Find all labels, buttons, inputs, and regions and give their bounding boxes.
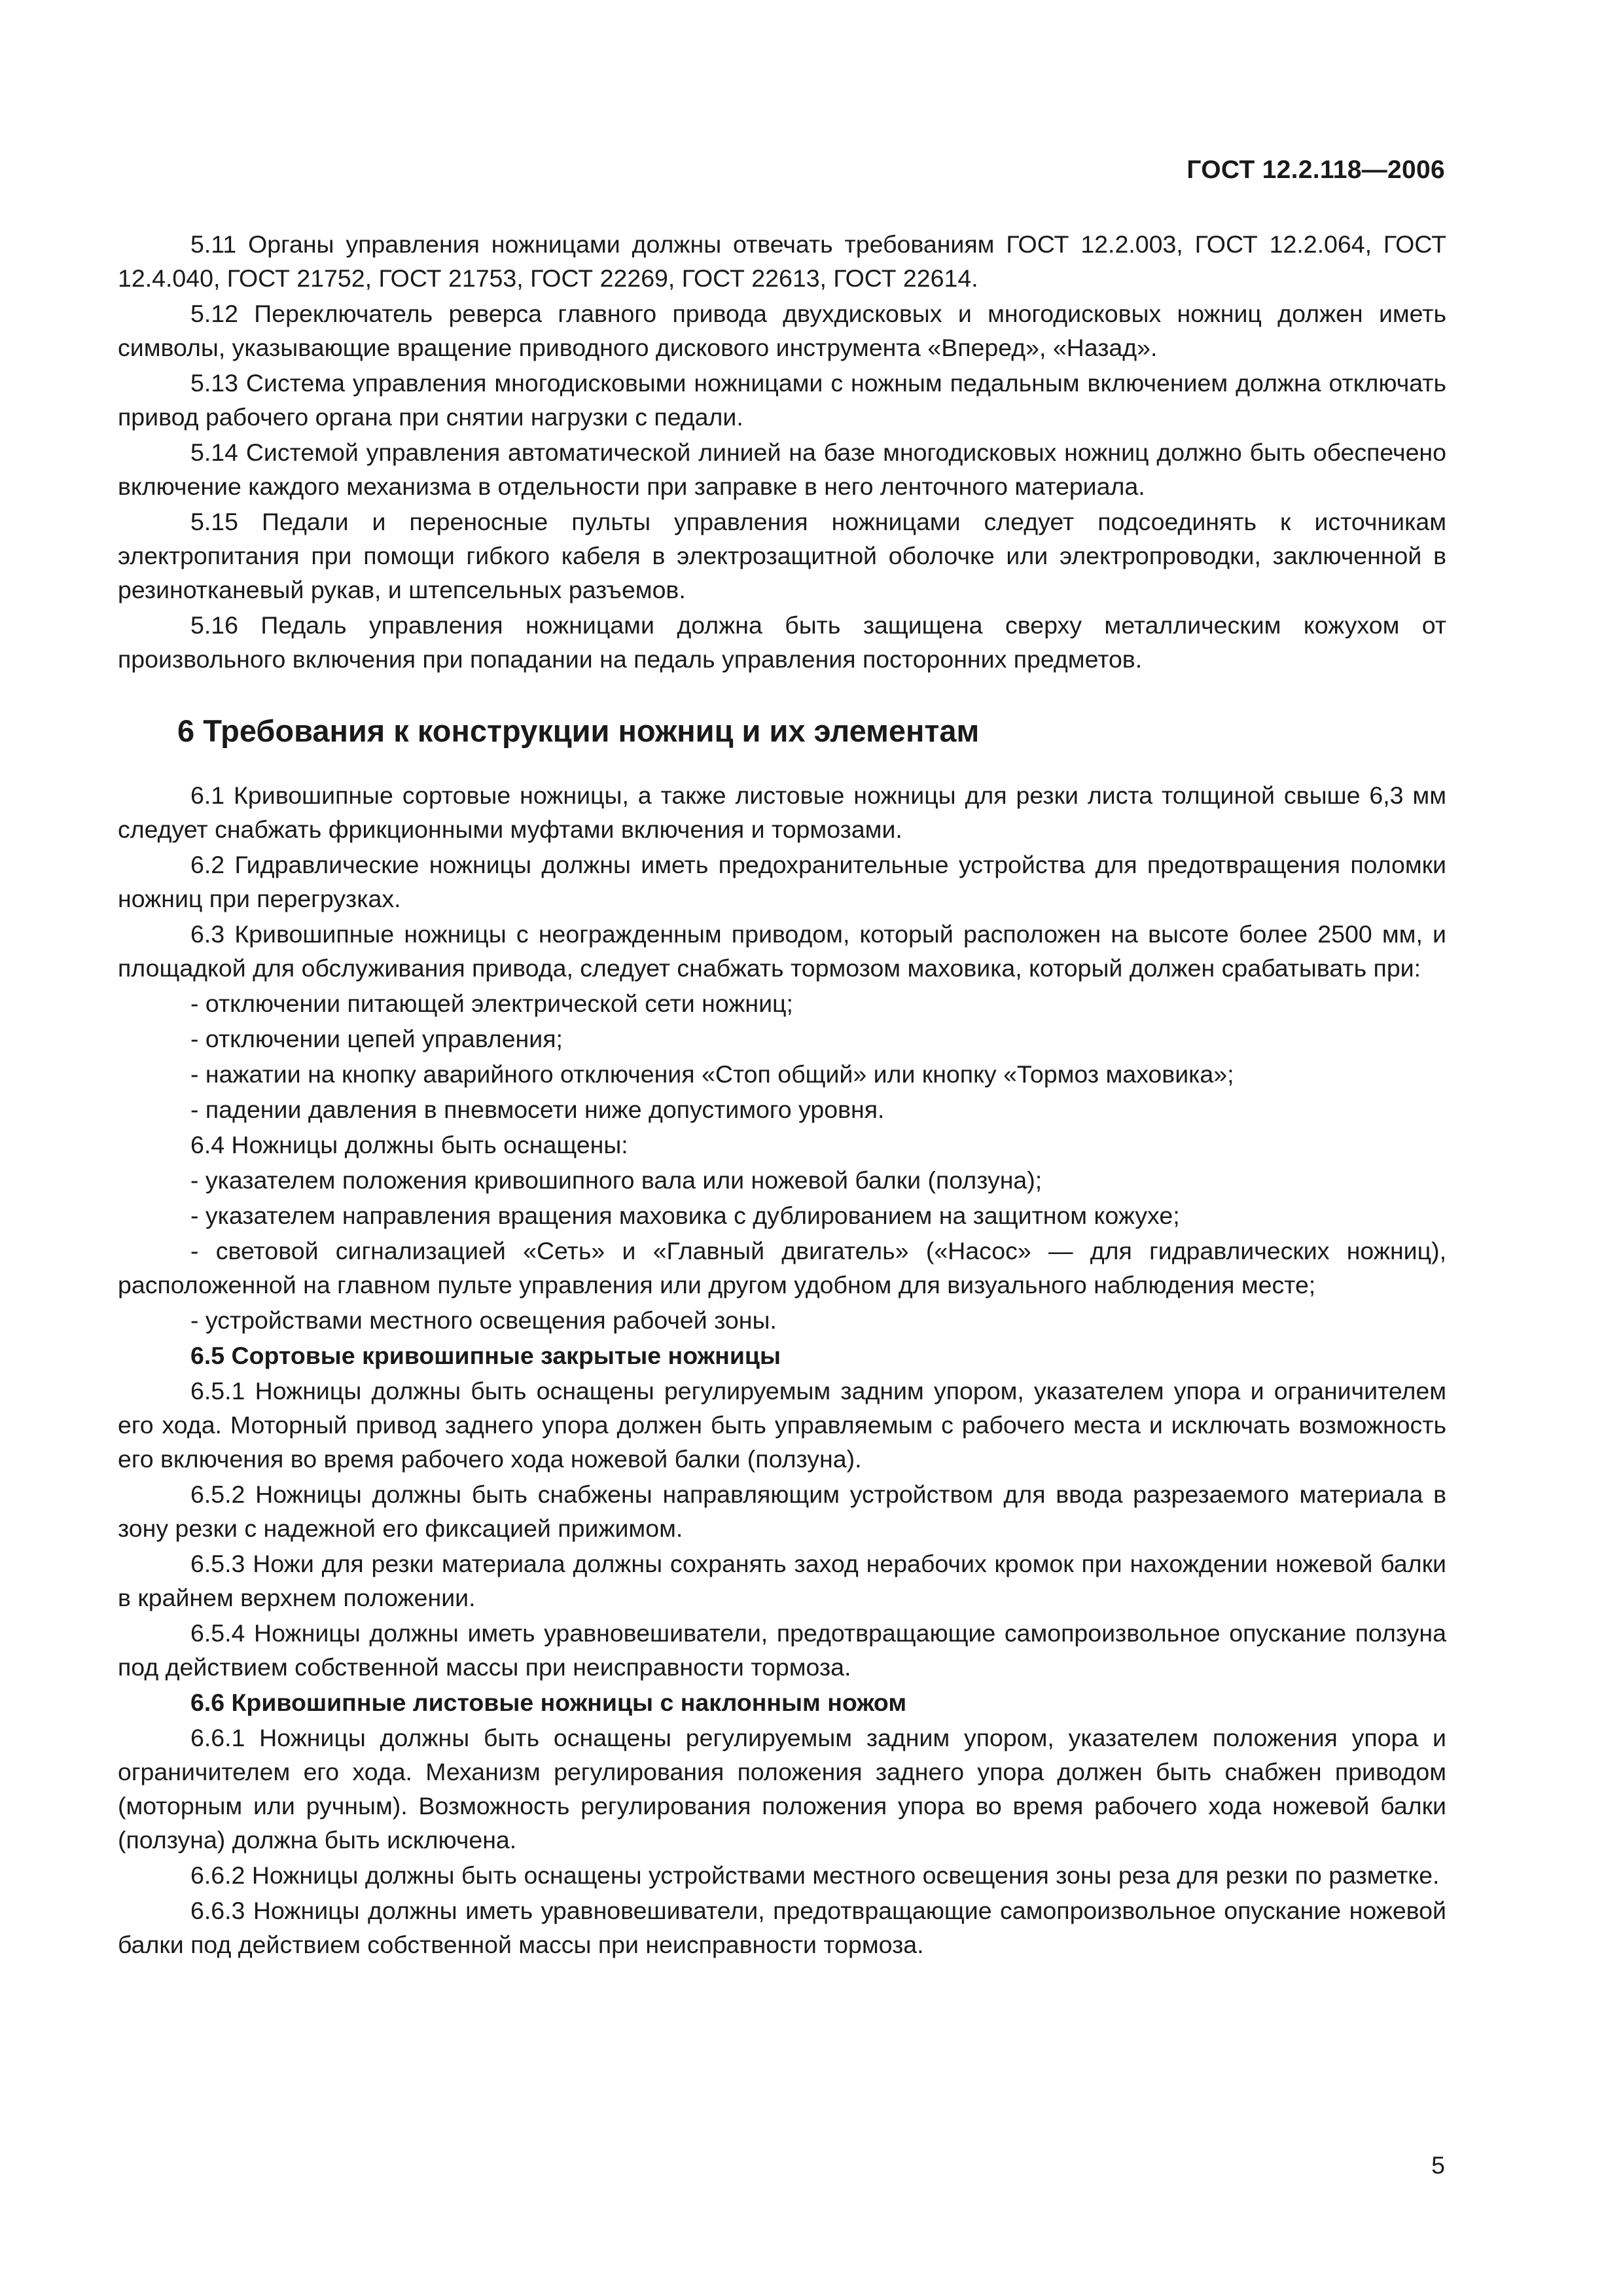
paragraph-6-6-3: 6.6.3 Ножницы должны иметь уравновешиватели, предотвращающие самопроизвольное опускание ножевой балки под действием собственной массы при неисправности тормоза. xyxy=(118,1897,1446,1958)
paragraph-6-5-3: 6.5.3 Ножи для резки материала должны сохранять заход нерабочих кромок при нахождении ножевой балки в крайнем верхнем положении. xyxy=(118,1550,1446,1611)
paragraph-6-5-1: 6.5.1 Ножницы должны быть оснащены регулируемым задним упором, указателем упора и ограничителем его хода. Моторный привод заднего упора должен быть управляемым с рабочего места и исключать возможность его включения во время рабочего хода ножевой балки (ползуна). xyxy=(118,1377,1446,1473)
list-item-6-3: - отключении цепей управления; xyxy=(190,1025,563,1052)
paragraph-6-5-2: 6.5.2 Ножницы должны быть снабжены направляющим устройством для ввода разрезаемого материала в зону резки с надежной его фиксацией прижимом. xyxy=(118,1480,1446,1542)
list-item-6-4: - устройствами местного освещения рабочей зоны. xyxy=(190,1306,777,1334)
list-item-6-3: - нажатии на кнопку аварийного отключения «Стоп общий» или кнопку «Тормоз маховика»; xyxy=(190,1060,1234,1088)
standard-header: ГОСТ 12.2.118—2006 xyxy=(1186,156,1445,184)
section-6-title: 6 Требования к конструкции ножниц и их элементам xyxy=(177,713,980,748)
list-item-6-3: - падении давления в пневмосети ниже допустимого уровня. xyxy=(190,1096,885,1123)
paragraph-6-6-1: 6.6.1 Ножницы должны быть оснащены регулируемым задним упором, указателем положения упора и ограничителем его хода. Механизм регулирования положения заднего упора должен быть снабжен приводом (моторным или ручным). Возможность регулирования положения упора во время рабочего хода ножевой балки (ползуна) должна быть исключена. xyxy=(118,1724,1446,1854)
paragraph-6-4: 6.4 Ножницы должны быть оснащены: xyxy=(190,1131,628,1158)
paragraph-5-16: 5.16 Педаль управления ножницами должна быть защищена сверху металлическим кожухом от произвольного включения при попадании на педаль управления посторонних предметов. xyxy=(118,611,1446,673)
paragraph-6-6-2: 6.6.2 Ножницы должны быть оснащены устройствами местного освещения зоны реза для резки по разметке. xyxy=(190,1861,1440,1889)
paragraph-6-3: 6.3 Кривошипные ножницы с неограждeнным приводом, который расположен на высоте более 2500 мм, и площадкой для обслуживания привода, следует снабжать тормозом маховика, который должен срабатывать при: xyxy=(118,920,1446,982)
paragraph-5-14: 5.14 Системой управления автоматической линией на базе многодисковых ножниц должно быть обеспечено включение каждого механизма в отдельности при заправке в него ленточного материала. xyxy=(118,439,1446,500)
paragraph-6-5-4: 6.5.4 Ножницы должны иметь уравновешиватели, предотвращающие самопроизвольное опускание ползуна под действием собственной массы при неисправности тормоза. xyxy=(118,1619,1446,1681)
paragraph-5-11: 5.11 Органы управления ножницами должны отвечать требованиям ГОСТ 12.2.003, ГОСТ 12.2.064, ГОСТ 12.4.040, ГОСТ 21752, ГОСТ 21753, ГОСТ 22269, ГОСТ 22613, ГОСТ 22614. xyxy=(118,230,1446,292)
list-item-6-4: - указателем направления вращения маховика с дублированием на защитном кожухе; xyxy=(190,1202,1180,1229)
paragraph-5-12: 5.12 Переключатель реверса главного привода двухдисковых и многодисковых ножниц должен иметь символы, указывающие вращение приводного дискового инструмента «Вперед», «Назад». xyxy=(118,300,1446,361)
paragraph-5-13: 5.13 Система управления многодисковыми ножницами с ножным педальным включением должна отключать привод рабочего органа при снятии нагрузки с педали. xyxy=(118,369,1446,431)
list-item-6-4: - световой сигнализацией «Сеть» и «Главный двигатель» («Насос» — для гидравлических ножниц), расположенной на главном пульте управления или другом удобном для визуального наблюдения месте; xyxy=(118,1237,1446,1299)
page-content xyxy=(118,227,1446,1963)
page-number: 5 xyxy=(1431,2151,1445,2179)
paragraph-6-1: 6.1 Кривошипные сортовые ножницы, а также листовые ножницы для резки листа толщиной свыше 6,3 мм следует снабжать фрикционными муфтами включения и тормозами. xyxy=(118,781,1446,843)
list-item-6-4: - указателем положения кривошипного вала или ножевой балки (ползуна); xyxy=(190,1166,1043,1194)
paragraph-6-2: 6.2 Гидравлические ножницы должны иметь предохранительные устройства для предотвращения поломки ножниц при перегрузках. xyxy=(118,851,1446,912)
subsection-6-6-title: 6.6 Кривошипные листовые ножницы с наклонным ножом xyxy=(190,1689,907,1716)
paragraph-5-15: 5.15 Педали и переносные пульты управления ножницами следует подсоединять к источникам электропитания при помощи гибкого кабеля в электрозащитной оболочке или электропроводки, заключенной в резинотканевый рукав, и штепсельных разъемов. xyxy=(118,508,1446,603)
subsection-6-5-title: 6.5 Сортовые кривошипные закрытые ножницы xyxy=(190,1342,781,1369)
list-item-6-3: - отключении питающей электрической сети ножниц; xyxy=(190,990,793,1017)
